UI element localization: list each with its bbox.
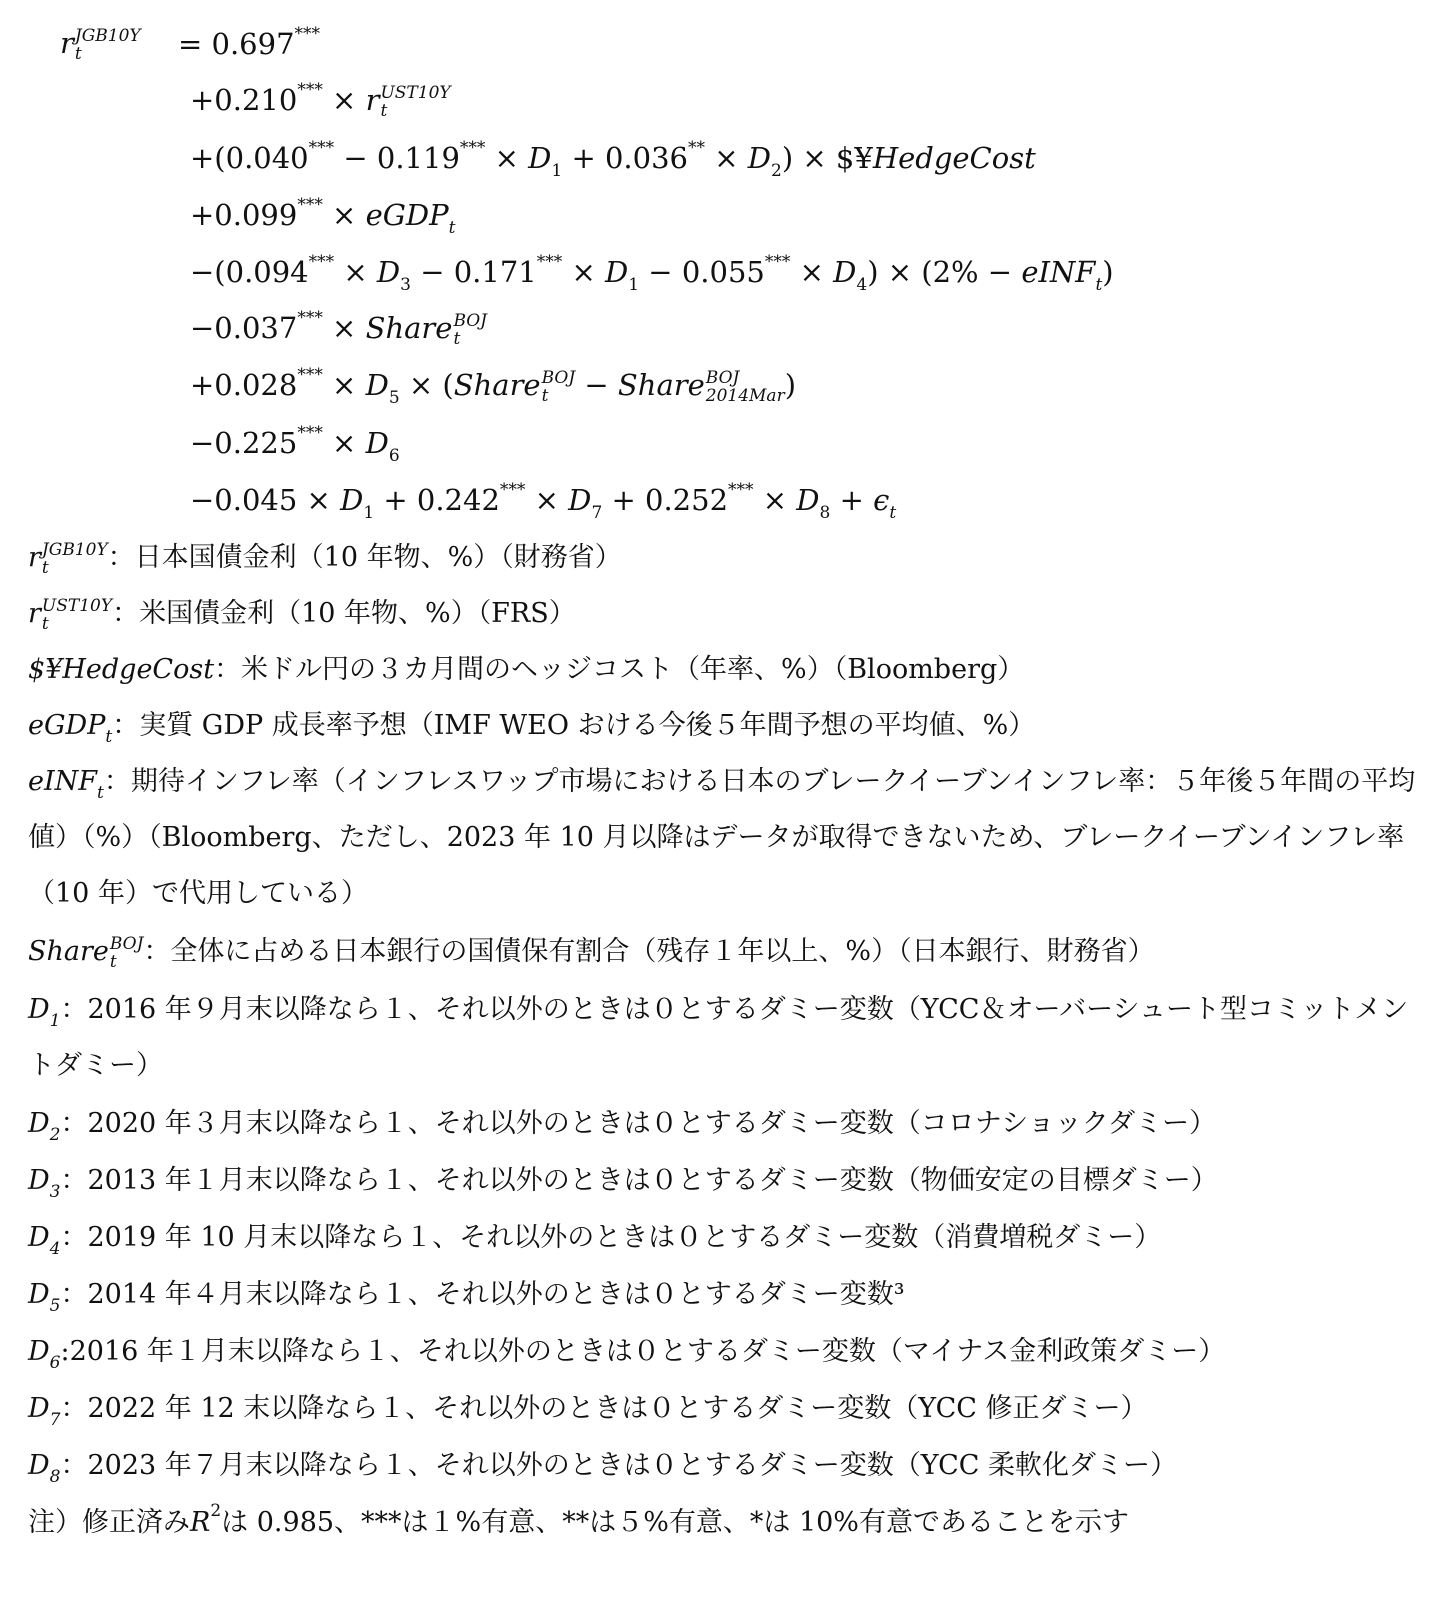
definition-d8: $D_8$：2023 年７月末以降なら１、それ以外のときは０とするダミー変数（YCC 柔軟化ダミー） bbox=[28, 1450, 1178, 1487]
definition-jgb10y: r JGB10Y t ：日本国債金利（10 年物、%）（財務省） bbox=[28, 539, 622, 578]
equation-lhs: r JGB10Y t bbox=[60, 25, 141, 64]
equation-term-3: $+(0.040^{***} - 0.119^{***} \times D_1 + 0.036^{**} \times D_2)$ × $¥HedgeCost bbox=[190, 138, 1036, 181]
equation-term-5: $-(0.094^{***} \times D_3 - 0.171^{***} \times D_1 - 0.055^{***} \times D_4) \times (2\%$ − eINF$_t$) bbox=[190, 252, 1114, 295]
equation-term-1: = 0.697*** bbox=[178, 24, 321, 61]
definition-d4: $D_4$：2019 年 10 月末以降なら１、それ以外のときは０とするダミー変数（消費増税ダミー） bbox=[28, 1222, 1162, 1259]
equation-term-9-11: $-0.045 \times D_1 + 0.242^{***} \times D_7 + 0.252^{***} \times D_8 + \epsilon_t$ bbox=[190, 480, 897, 523]
definition-ust10y: r UST10Y t ：米国債金利（10 年物、%）（FRS） bbox=[28, 595, 576, 634]
equation-term-7: $+0.028^{***} \times D_5$ × (Share BOJ t − Share BOJ 2014Mar ) bbox=[190, 364, 797, 408]
equation-term-4: +0.099*** × eGDP$_t$ bbox=[190, 195, 456, 238]
definition-share-boj: Share BOJ t ：全体に占める日本銀行の国債保有割合（残存１年以上、%）（日本銀行、財務省） bbox=[28, 933, 1155, 972]
equation-term-8: $-0.225^{***} \times D_6$ bbox=[190, 423, 400, 466]
definition-d3: $D_3$：2013 年１月末以降なら１、それ以外のときは０とするダミー変数（物価安定の目標ダミー） bbox=[28, 1165, 1218, 1202]
definition-d7: $D_7$：2022 年 12 末以降なら１、それ以外のときは０とするダミー変数（YCC 修正ダミー） bbox=[28, 1393, 1148, 1430]
equation-term-2: +0.210*** × r UST10Y t bbox=[190, 79, 451, 121]
definition-d1: $D_1$：2016 年９月末以降なら１、それ以外のときは０とするダミー変数（YCC＆オーバーシュート型コミットメントダミー） bbox=[28, 994, 1409, 1081]
definition-einf: eINF$_t$：期待インフレ率（インフレスワップ市場における日本のブレークイーブンインフレ率：５年後５年間の平均値）（%）（Bloomberg、ただし、2023 年 10 月以降はデータが取得できないため、ブレークイーブンインフレ率（10 年）で代用している） bbox=[28, 766, 1416, 909]
equation-term-6: −0.037*** × Share BOJ t bbox=[190, 307, 487, 349]
significance-note: 注）修正済み$R^2$は 0.985、***は１%有意、**は５%有意、*は 10%有意であることを示す bbox=[28, 1501, 1129, 1538]
definition-d5: $D_5$：2014 年４月末以降なら１、それ以外のときは０とするダミー変数³ bbox=[28, 1279, 905, 1316]
definition-d2: $D_2$：2020 年３月末以降なら１、それ以外のときは０とするダミー変数（コロナショックダミー） bbox=[28, 1108, 1217, 1145]
definition-hedgecost: $¥HedgeCost：米ドル円の３カ月間のヘッジコスト（年率、%）（Bloomberg） bbox=[28, 654, 1025, 685]
definition-egdp: eGDP$_t$：実質 GDP 成長率予想（IMF WEO おける今後５年間予想の平均値、%） bbox=[28, 710, 1036, 747]
definition-d6: $D_6:2016$ 年１月末以降なら１、それ以外のときは０とするダミー変数（マイナス金利政策ダミー） bbox=[28, 1336, 1226, 1373]
